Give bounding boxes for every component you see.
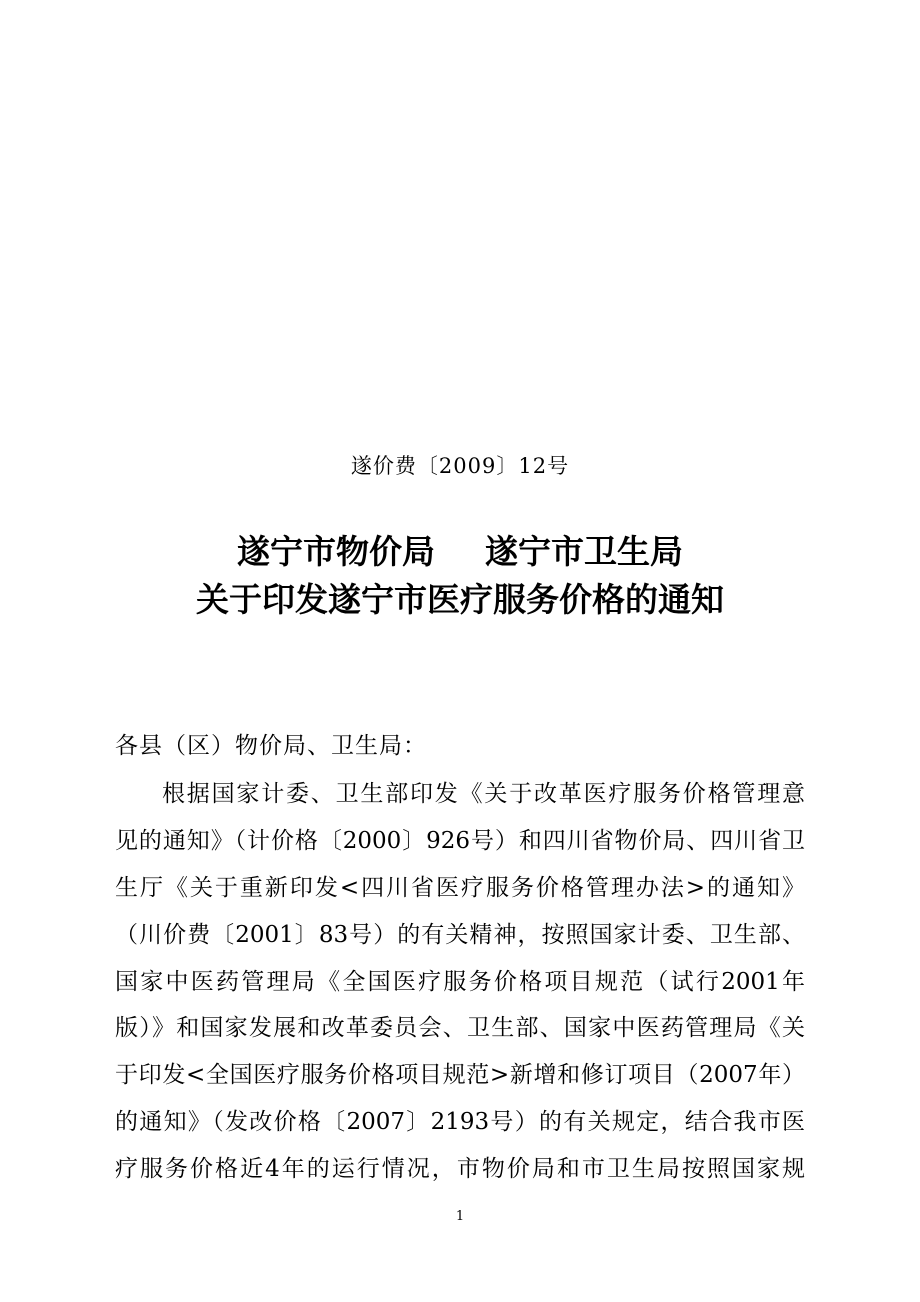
body-line: 于印发<全国医疗服务价格项目规范>新增和修订项目（2007年） bbox=[115, 1062, 805, 1088]
document-number: 遂价费〔2009〕12号 bbox=[350, 454, 570, 478]
body-line: 见的通知》（计价格〔2000〕926号）和四川省物价局、四川省卫 bbox=[115, 828, 805, 854]
body-line: 生厅《关于重新印发<四川省医疗服务价格管理办法>的通知》 bbox=[115, 875, 805, 901]
body-line: 版）》和国家发展和改革委员会、卫生部、国家中医药管理局《关 bbox=[115, 1015, 805, 1041]
body-line: 国家中医药管理局《全国医疗服务价格项目规范（试行2001年 bbox=[115, 969, 805, 995]
issuer-price-bureau: 遂宁市物价局 bbox=[237, 532, 435, 571]
body-line: 的通知》（发改价格〔2007〕2193号）的有关规定，结合我市医 bbox=[115, 1109, 805, 1135]
issuer-health-bureau: 遂宁市卫生局 bbox=[485, 532, 683, 571]
title-issuers bbox=[0, 530, 920, 574]
body-line: 根据国家计委、卫生部印发《关于改革医疗服务价格管理意 bbox=[162, 781, 805, 807]
salutation: 各县（区）物价局、卫生局： bbox=[115, 733, 427, 759]
page-number: 1 bbox=[455, 1209, 465, 1224]
body-line: 疗服务价格近4年的运行情况，市物价局和市卫生局按照国家规 bbox=[115, 1156, 805, 1182]
title-subject: 关于印发遂宁市医疗服务价格的通知 bbox=[196, 580, 724, 619]
body-line: （川价费〔2001〕83号）的有关精神，按照国家计委、卫生部、 bbox=[115, 922, 805, 948]
